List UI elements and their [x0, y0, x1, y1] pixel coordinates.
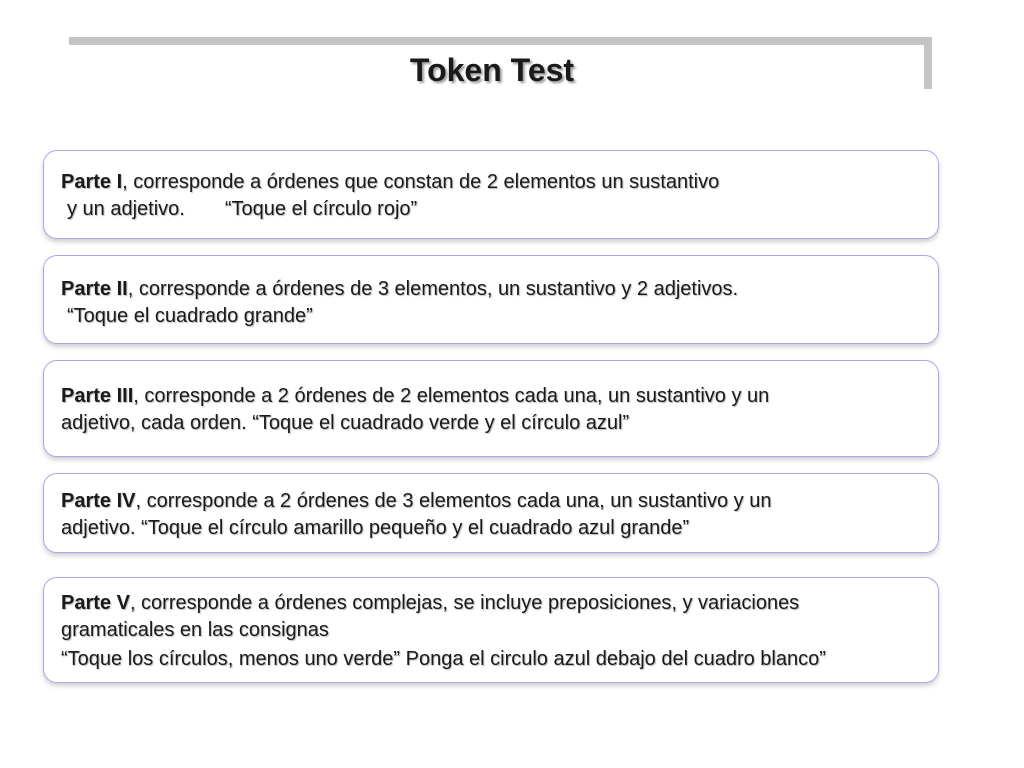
part-1-line-2: [61, 196, 918, 223]
part-2-text: , corresponde a órdenes de 3 elementos, un sustantivo y 2 adjetivos.: [127, 278, 739, 300]
part-1-box: [43, 150, 939, 239]
part-4-label: Parte IV: [61, 490, 136, 512]
part-1-text: , corresponde a órdenes que constan de 2 elementos un sustantivo: [122, 171, 720, 193]
part-5-line-1: [61, 590, 918, 617]
part-5-example: “Toque los círculos, menos uno verde” Ponga el circulo azul debajo del cuadro blanco”: [61, 648, 826, 670]
part-5-label: Parte V: [61, 592, 130, 614]
page-title: Token Test: [409, 52, 575, 88]
part-3-line-1: [61, 383, 918, 410]
part-2-example: “Toque el cuadrado grande”: [67, 305, 313, 327]
part-5-box: [43, 577, 939, 683]
title-decoration-bar: [69, 37, 932, 45]
part-1-line-1: [61, 169, 918, 196]
part-5-line-2: gramaticales en las consignas: [61, 619, 329, 641]
part-4-line-2: adjetivo. “Toque el círculo amarillo pequeño y el cuadrado azul grande”: [61, 517, 690, 539]
part-2-label: Parte II: [61, 278, 128, 300]
part-1-text-2: y un adjetivo.: [67, 198, 185, 220]
part-3-label: Parte III: [61, 385, 134, 407]
part-4-line-1: [61, 488, 918, 515]
part-5-text: , corresponde a órdenes complejas, se incluye preposiciones, y variaciones: [129, 592, 800, 614]
part-1-example: “Toque el círculo rojo”: [224, 198, 418, 220]
part-2-box: [43, 255, 939, 344]
part-2-line-1: [61, 276, 918, 303]
part-3-text: , corresponde a 2 órdenes de 2 elementos cada una, un sustantivo y un: [133, 385, 770, 407]
part-3-line-2: adjetivo, cada orden. “Toque el cuadrado verde y el círculo azul”: [61, 412, 630, 434]
part-4-box: [43, 473, 939, 553]
part-3-box: [43, 360, 939, 457]
part-1-label: Parte I: [61, 171, 123, 193]
part-4-text: , corresponde a 2 órdenes de 3 elementos cada una, un sustantivo y un: [135, 490, 772, 512]
